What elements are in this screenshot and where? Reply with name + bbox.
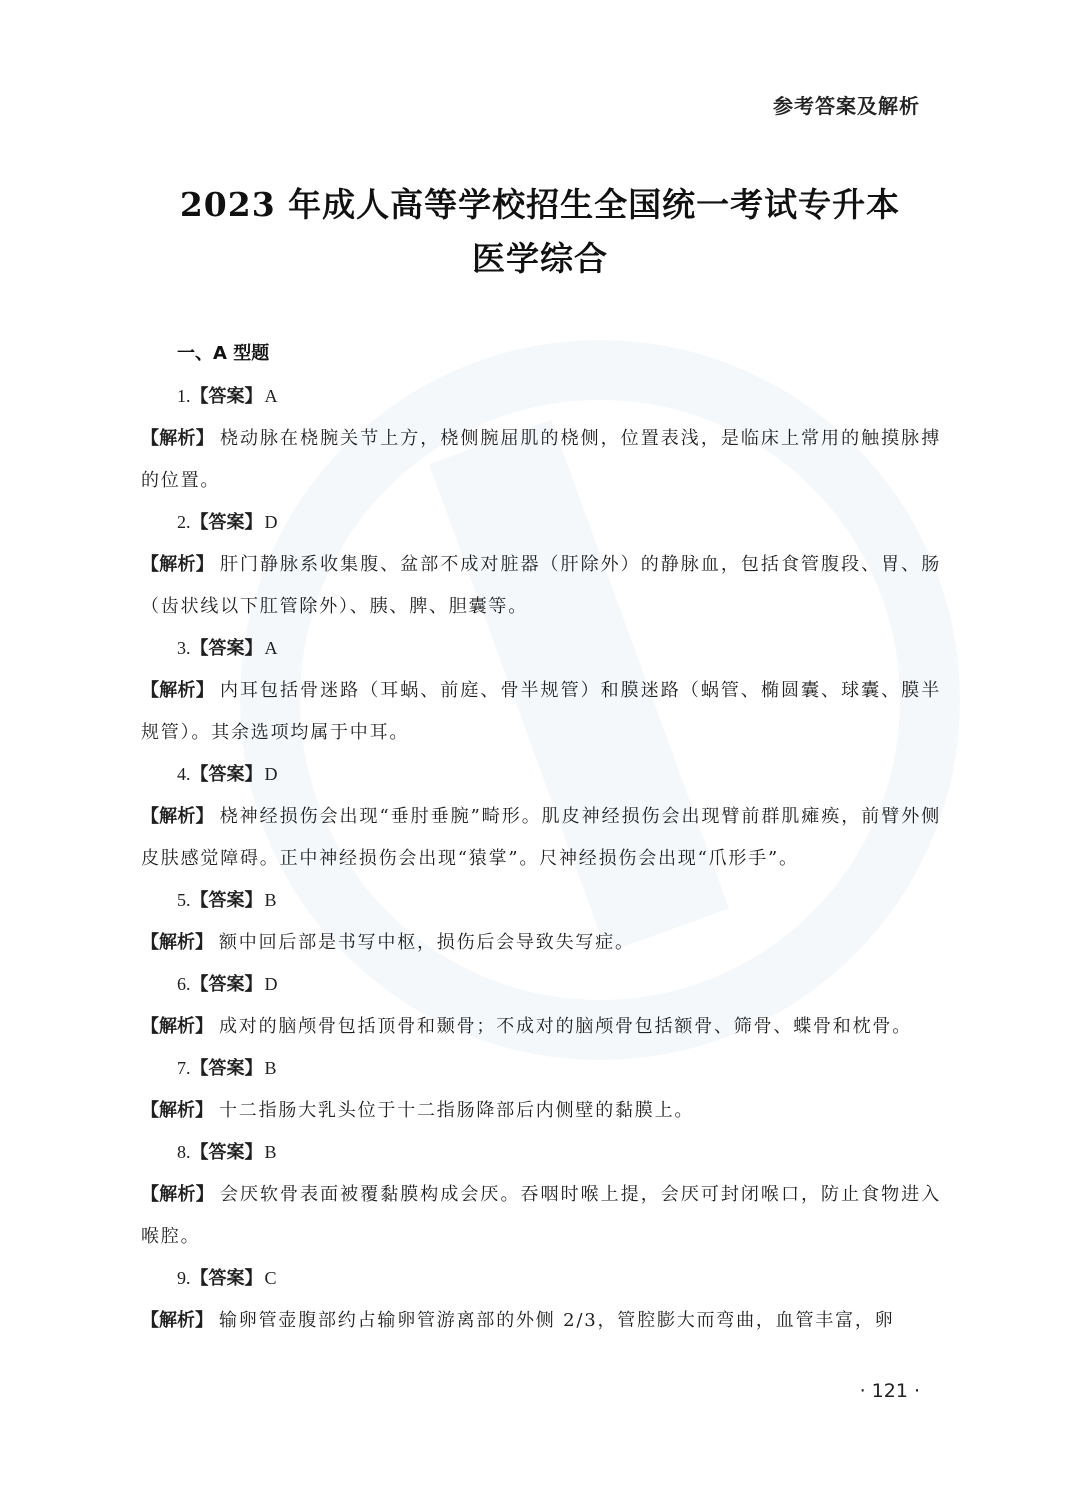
answer-choice: C bbox=[264, 1268, 277, 1288]
explanation-label: 【解析】 bbox=[141, 932, 213, 953]
question-number: 1. bbox=[177, 386, 191, 406]
answer-choice: A bbox=[264, 386, 278, 406]
answer-label: 【答案】 bbox=[190, 1268, 263, 1289]
explanation-text: 成对的脑颅骨包括顶骨和颞骨；不成对的脑颅骨包括额骨、筛骨、蝶骨和枕骨。 bbox=[219, 1016, 912, 1037]
answer-line bbox=[141, 754, 941, 796]
explanation-text: 桡动脉在桡腕关节上方，桡侧腕屈肌的桡侧，位置表浅，是临床上常用的触摸脉搏的位置。 bbox=[141, 428, 942, 491]
title-line-1: 2023 年成人高等学校招生全国统一考试专升本 bbox=[179, 185, 901, 224]
answer-label: 【答案】 bbox=[190, 974, 263, 995]
answer-line bbox=[141, 376, 941, 418]
answer-line bbox=[141, 1258, 941, 1300]
question-number: 6. bbox=[177, 974, 191, 994]
answer-choice: B bbox=[264, 1142, 277, 1162]
answer-choice: A bbox=[264, 638, 278, 658]
header-section-label: 参考答案及解析 bbox=[773, 94, 920, 118]
answer-label: 【答案】 bbox=[190, 638, 263, 659]
explanation-label: 【解析】 bbox=[141, 1016, 213, 1037]
explanation-paragraph bbox=[141, 922, 941, 964]
question-number: 3. bbox=[177, 638, 191, 658]
answer-line bbox=[141, 964, 941, 1006]
explanation-paragraph bbox=[141, 544, 941, 628]
answer-line bbox=[141, 880, 941, 922]
explanation-text: 输卵管壶腹部约占输卵管游离部的外侧 2/3，管腔膨大而弯曲，血管丰富，卵 bbox=[219, 1310, 895, 1331]
header-divider bbox=[140, 128, 940, 129]
answer-line bbox=[141, 1048, 941, 1090]
answer-choice: D bbox=[264, 764, 278, 784]
explanation-label: 【解析】 bbox=[141, 428, 214, 449]
explanation-text: 会厌软骨表面被覆黏膜构成会厌。吞咽时喉上提，会厌可封闭喉口，防止食物进入喉腔。 bbox=[141, 1184, 942, 1247]
explanation-text: 桡神经损伤会出现“垂肘垂腕”畸形。肌皮神经损伤会出现臂前群肌瘫痪，前臂外侧皮肤感觉障碍。正中神经损伤会出现“猿掌”。尺神经损伤会出现“爪形手”。 bbox=[141, 806, 941, 869]
explanation-paragraph bbox=[141, 1174, 941, 1258]
explanation-paragraph bbox=[141, 796, 941, 880]
answer-label: 【答案】 bbox=[190, 1142, 263, 1163]
question-number: 2. bbox=[177, 512, 191, 532]
question-number: 7. bbox=[177, 1058, 191, 1078]
explanation-label: 【解析】 bbox=[141, 554, 214, 575]
question-number: 5. bbox=[177, 890, 191, 910]
answer-choice: D bbox=[264, 512, 278, 532]
explanation-paragraph bbox=[141, 1300, 941, 1342]
explanation-text: 内耳包括骨迷路（耳蜗、前庭、骨半规管）和膜迷路（蜗管、椭圆囊、球囊、膜半规管）。其余选项均属于中耳。 bbox=[141, 680, 942, 743]
answer-choice: D bbox=[264, 974, 278, 994]
explanation-paragraph bbox=[141, 1006, 941, 1048]
document-title bbox=[0, 178, 1080, 286]
question-number: 9. bbox=[177, 1268, 191, 1288]
explanation-label: 【解析】 bbox=[141, 806, 214, 827]
answer-label: 【答案】 bbox=[190, 512, 263, 533]
page-number: · 121 · bbox=[859, 1380, 920, 1402]
explanation-text: 额中回后部是书写中枢，损伤后会导致失写症。 bbox=[219, 932, 635, 953]
answer-label: 【答案】 bbox=[190, 1058, 263, 1079]
answer-choice: B bbox=[264, 1058, 277, 1078]
explanation-paragraph bbox=[141, 1090, 941, 1132]
explanation-text: 十二指肠大乳头位于十二指肠降部后内侧壁的黏膜上。 bbox=[219, 1100, 695, 1121]
answer-choice: B bbox=[264, 890, 277, 910]
answer-label: 【答案】 bbox=[190, 764, 263, 785]
items-container bbox=[141, 376, 941, 1342]
answer-label: 【答案】 bbox=[190, 890, 263, 911]
explanation-paragraph bbox=[141, 670, 941, 754]
explanation-label: 【解析】 bbox=[141, 1184, 214, 1205]
title-line-2: 医学综合 bbox=[472, 239, 608, 278]
explanation-label: 【解析】 bbox=[141, 680, 214, 701]
explanation-label: 【解析】 bbox=[141, 1310, 213, 1331]
question-number: 4. bbox=[177, 764, 191, 784]
answer-line bbox=[141, 1132, 941, 1174]
answer-list bbox=[141, 334, 941, 1342]
answer-line bbox=[141, 502, 941, 544]
explanation-paragraph bbox=[141, 418, 941, 502]
explanation-text: 肝门静脉系收集腹、盆部不成对脏器（肝除外）的静脉血，包括食管腹段、胃、肠（齿状线以下肛管除外）、胰、脾、胆囊等。 bbox=[141, 554, 942, 617]
answer-line bbox=[141, 628, 941, 670]
answer-label: 【答案】 bbox=[190, 386, 263, 407]
explanation-label: 【解析】 bbox=[141, 1100, 213, 1121]
section-heading: 一、A 型题 bbox=[177, 343, 270, 364]
question-number: 8. bbox=[177, 1142, 191, 1162]
